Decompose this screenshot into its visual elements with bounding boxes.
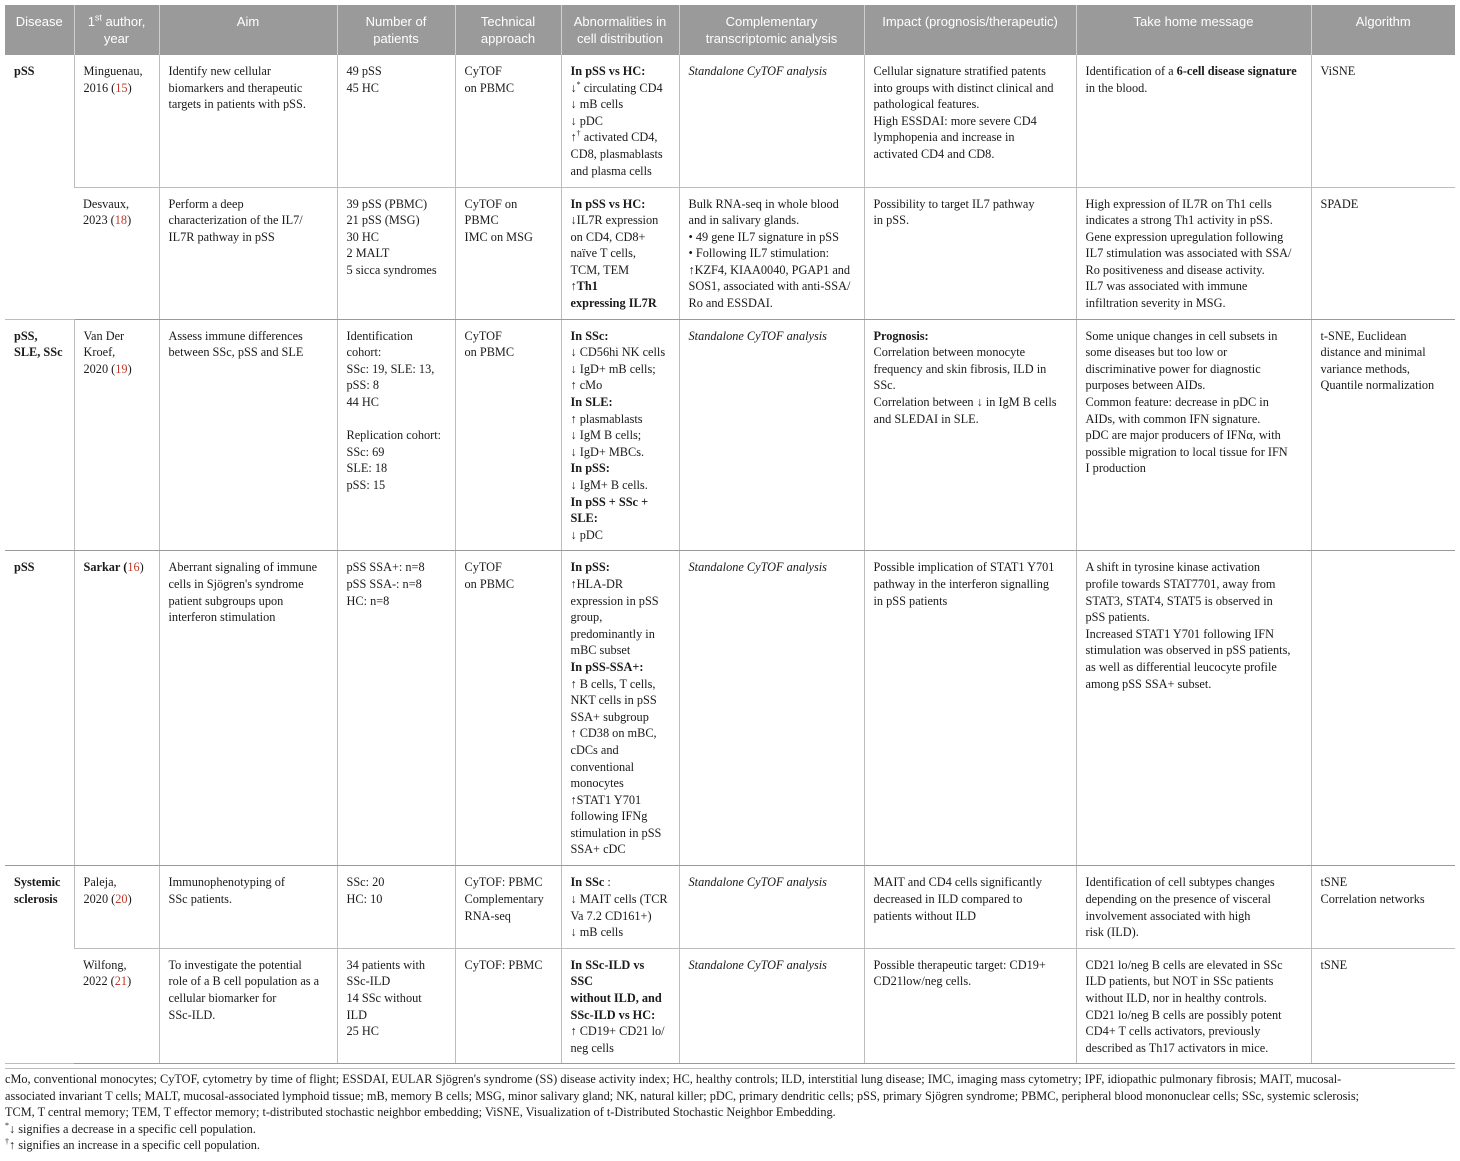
- author-cell: Van Der Kroef, 2020 (19): [74, 319, 159, 551]
- transcriptomic-cell: Standalone CyTOF analysis: [679, 948, 864, 1064]
- table-row: [5, 187, 1455, 319]
- reference-link[interactable]: 20: [115, 891, 128, 906]
- author-cell: Paleja, 2020 (20): [74, 866, 159, 948]
- disease-cell: pSS: [5, 551, 74, 866]
- takehome-cell: A shift in tyrosine kinase activation profile towards STAT7701, away from STAT3, STAT4, STAT5 is observed in pSS patients. Increased STAT1 Y701 following IFN stimulation was observed in pSS patients, as well as differential leucocyte profile among pSS SSA+ subset.: [1076, 551, 1311, 866]
- algorithm-cell: ViSNE: [1311, 55, 1455, 187]
- author-cell: Minguenau, 2016 (15): [74, 55, 159, 187]
- takehome-cell: Identification of a 6-cell disease signature in the blood.: [1076, 55, 1311, 187]
- abnormalities-cell: In SSc: ↓ CD56hi NK cells ↓ IgD+ mB cells; ↑ cMo In SLE: ↑ plasmablasts ↓ IgM B cells; ↓ IgD+ MBCs. In pSS: ↓ IgM+ B cells. In pSS + SSc + SLE: ↓ pDC: [561, 319, 679, 551]
- abbreviations-line: TCM, T central memory; TEM, T effector memory; t-distributed stochastic neighbor embedding; ViSNE, Visualization of t-Distributed Stochastic Neighbor Embedding.: [5, 1105, 836, 1120]
- reference-link[interactable]: 15: [115, 80, 128, 95]
- transcriptomic-cell: Bulk RNA-seq in whole blood and in salivary glands. • 49 gene IL7 signature in pSS • Following IL7 stimulation: ↑KZF4, KIAA0040, PGAP1 and SOS1, associated with anti-SSA/ Ro and ESSDAI.: [679, 187, 864, 319]
- impact-cell: Cellular signature stratified patents into groups with distinct clinical and pathological features. High ESSDAI: more severe CD4 lymphopenia and increase in activated CD4 and CD8.: [864, 55, 1076, 187]
- aim-cell: Perform a deep characterization of the IL7/ IL7R pathway in pSS: [159, 187, 337, 319]
- transcriptomic-cell: Standalone CyTOF analysis: [679, 319, 864, 551]
- header-impact: Impact (prognosis/therapeutic): [864, 5, 1076, 55]
- header-approach: Technical approach: [455, 5, 561, 55]
- header-abnormalities: Abnormalities in cell distribution: [561, 5, 679, 55]
- footnote-decrease: *↓ signifies a decrease in a specific cell population.: [5, 1120, 256, 1136]
- impact-cell: Possibility to target IL7 pathway in pSS.: [864, 187, 1076, 319]
- algorithm-cell: SPADE: [1311, 187, 1455, 319]
- header-patients: Number of patients: [337, 5, 455, 55]
- author-cell: Sarkar (16): [74, 551, 159, 866]
- header-author: 1st author, year: [74, 5, 159, 55]
- impact-cell: Possible therapeutic target: CD19+ CD21low/neg cells.: [864, 948, 1076, 1064]
- patients-cell: Identification cohort: SSc: 19, SLE: 13, pSS: 8 44 HC Replication cohort: SSc: 69 SLE: 18 pSS: 15: [337, 319, 455, 551]
- table-row: [5, 948, 1455, 1064]
- author-cell: Wilfong, 2022 (21): [74, 948, 159, 1064]
- aim-cell: Aberrant signaling of immune cells in Sjögren's syndrome patient subgroups upon interferon stimulation: [159, 551, 337, 866]
- aim-cell: Assess immune differences between SSc, pSS and SLE: [159, 319, 337, 551]
- approach-cell: CyTOF on PBMC: [455, 319, 561, 551]
- disease-cell: pSS: [5, 55, 74, 319]
- algorithm-cell: tSNE Correlation networks: [1311, 866, 1455, 948]
- patients-cell: pSS SSA+: n=8 pSS SSA-: n=8 HC: n=8: [337, 551, 455, 866]
- disease-cell: pSS, SLE, SSc: [5, 319, 74, 551]
- impact-cell: Prognosis: Correlation between monocyte frequency and skin fibrosis, ILD in SSc. Correlation between ↓ in IgM B cells and SLEDAI in SLE.: [864, 319, 1076, 551]
- impact-cell: MAIT and CD4 cells significantly decreased in ILD compared to patients without ILD: [864, 866, 1076, 948]
- transcriptomic-cell: Standalone CyTOF analysis: [679, 55, 864, 187]
- reference-link[interactable]: 19: [115, 361, 128, 376]
- patients-cell: SSc: 20 HC: 10: [337, 866, 455, 948]
- algorithm-cell: [1311, 551, 1455, 866]
- reference-link[interactable]: 16: [127, 560, 140, 575]
- takehome-cell: High expression of IL7R on Th1 cells indicates a strong Th1 activity in pSS. Gene expression upregulation following IL7 stimulation was associated with SSA/ Ro positiveness and disease activity. IL7 was associated with immune infiltration severity in MSG.: [1076, 187, 1311, 319]
- approach-cell: CyTOF: PBMC Complementary RNA-seq: [455, 866, 561, 948]
- table-container: [5, 5, 1455, 1064]
- header-aim: Aim: [159, 5, 337, 55]
- abnormalities-cell: In pSS: ↑HLA-DR expression in pSS group, predominantly in mBC subset In pSS-SSA+: ↑ B cells, T cells, NKT cells in pSS SSA+ subgroup ↑ CD38 on mBC, cDCs and conventional monocytes ↑STAT1 Y701 following IFNg stimulation in pSS SSA+ cDC: [561, 551, 679, 866]
- study-table: [5, 5, 1455, 1064]
- approach-cell: CyTOF on PBMC IMC on MSG: [455, 187, 561, 319]
- header-takehome: Take home message: [1076, 5, 1311, 55]
- disease-cell: Systemic sclerosis: [5, 866, 74, 1064]
- header-row: [5, 5, 1455, 55]
- abnormalities-cell: In pSS vs HC: ↓* circulating CD4 ↓ mB cells ↓ pDC ↑† activated CD4, CD8, plasmablasts and plasma cells: [561, 55, 679, 187]
- impact-cell: Possible implication of STAT1 Y701 pathway in the interferon signalling in pSS patients: [864, 551, 1076, 866]
- footnote-increase: †↑ signifies an increase in a specific cell population.: [5, 1137, 260, 1153]
- reference-link[interactable]: 18: [114, 213, 128, 228]
- table-row: [5, 319, 1455, 551]
- approach-cell: CyTOF on PBMC: [455, 55, 561, 187]
- aim-cell: To investigate the potential role of a B cell population as a cellular biomarker for SSc-ILD.: [159, 948, 337, 1064]
- table-row: [5, 55, 1455, 187]
- takehome-cell: Some unique changes in cell subsets in some diseases but too low or discriminative power for diagnostic purposes between AIDs. Common feature: decrease in pDC in AIDs, with common IFN signature. pDC are major producers of IFNα, with possible migration to local tissue for IFN I production: [1076, 319, 1311, 551]
- patients-cell: 39 pSS (PBMC) 21 pSS (MSG) 30 HC 2 MALT 5 sicca syndromes: [337, 187, 455, 319]
- abbreviations-line: cMo, conventional monocytes; CyTOF, cytometry by time of flight; ESSDAI, EULAR Sjögren's syndrome (SS) disease activity index; HC, healthy controls; ILD, interstitial lung disease; IMC, imaging mass cytometry; IPF, idiopathic pulmonary fibrosis; MAIT, mucosal-: [5, 1072, 1342, 1086]
- algorithm-cell: t-SNE, Euclidean distance and minimal variance methods, Quantile normalization: [1311, 319, 1455, 551]
- abnormalities-cell: In SSc : ↓ MAIT cells (TCR Va 7.2 CD161+) ↓ mB cells: [561, 866, 679, 948]
- table-footnotes: [5, 1068, 1455, 1154]
- transcriptomic-cell: Standalone CyTOF analysis: [679, 551, 864, 866]
- table-row: [5, 866, 1455, 948]
- takehome-cell: Identification of cell subtypes changes depending on the presence of visceral involvement associated with high risk (ILD).: [1076, 866, 1311, 948]
- algorithm-cell: tSNE: [1311, 948, 1455, 1064]
- approach-cell: CyTOF on PBMC: [455, 551, 561, 866]
- approach-cell: CyTOF: PBMC: [455, 948, 561, 1064]
- transcriptomic-cell: Standalone CyTOF analysis: [679, 866, 864, 948]
- abbreviations-line: associated invariant T cells; MALT, mucosal-associated lymphoid tissue; mB, memory B cells; MSG, minor salivary gland; NK, natural killer; pDC, primary dendritic cells; pSS, primary Sjögren syndrome; PBMC, peripheral blood mononuclear cells; SSc, systemic sclerosis;: [5, 1088, 1360, 1103]
- abnormalities-cell: In pSS vs HC: ↓IL7R expression on CD4, CD8+ naïve T cells, TCM, TEM ↑Th1 expressing IL7R: [561, 187, 679, 319]
- reference-link[interactable]: 21: [114, 974, 128, 989]
- header-algorithm: Algorithm: [1311, 5, 1455, 55]
- aim-cell: Identify new cellular biomarkers and therapeutic targets in patients with pSS.: [159, 55, 337, 187]
- patients-cell: 49 pSS 45 HC: [337, 55, 455, 187]
- patients-cell: 34 patients with SSc-ILD 14 SSc without ILD 25 HC: [337, 948, 455, 1064]
- author-cell: Desvaux, 2023 (18): [74, 187, 159, 319]
- table-row: [5, 551, 1455, 866]
- abnormalities-cell: In SSc-ILD vs SSC without ILD, and SSc-ILD vs HC: ↑ CD19+ CD21 lo/ neg cells: [561, 948, 679, 1064]
- takehome-cell: CD21 lo/neg B cells are elevated in SSc ILD patients, but NOT in SSc patients without ILD, nor in healthy controls. CD21 lo/neg B cells are possibly potent CD4+ T cells activators, previously described as Th17 activators in mice.: [1076, 948, 1311, 1064]
- aim-cell: Immunophenotyping of SSc patients.: [159, 866, 337, 948]
- header-transcriptomic: Complementary transcriptomic analysis: [679, 5, 864, 55]
- header-disease: Disease: [5, 5, 74, 55]
